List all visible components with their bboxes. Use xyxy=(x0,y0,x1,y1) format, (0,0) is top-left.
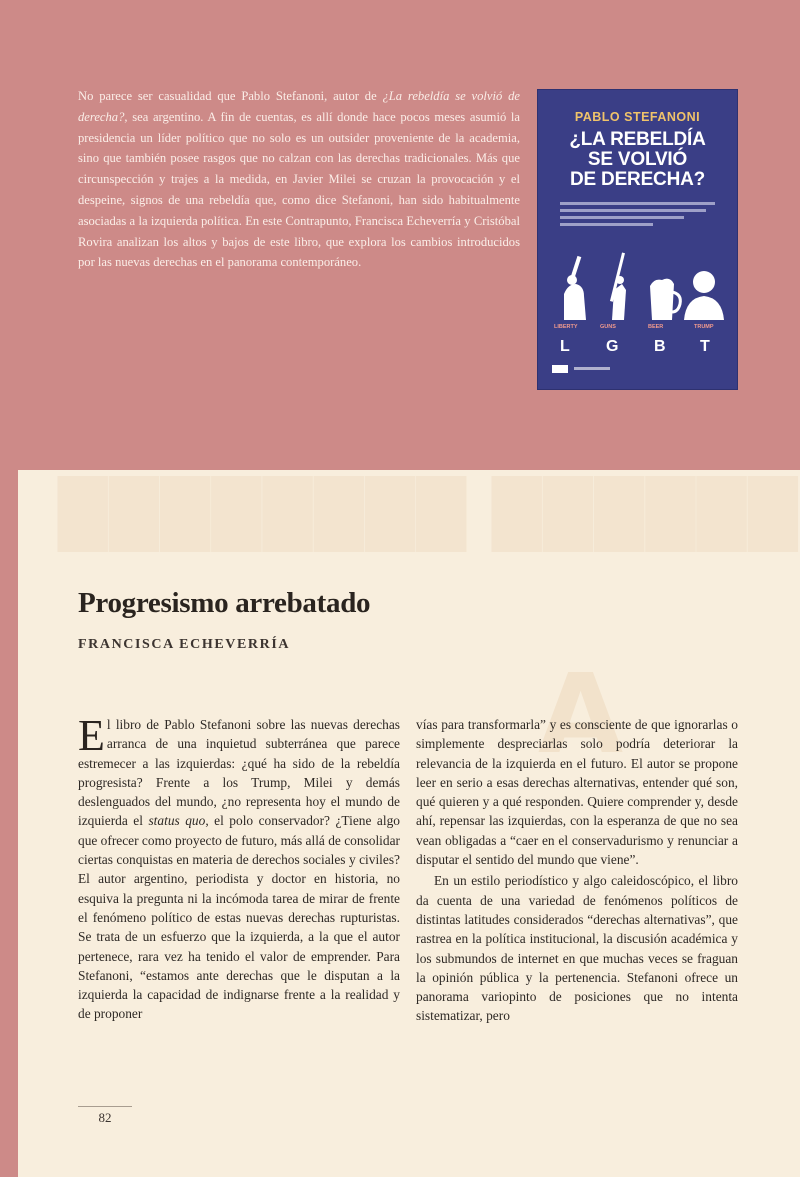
article-column-left xyxy=(78,711,400,1024)
liberty-statue-icon xyxy=(564,256,586,320)
article-paragraph: vías para transformarla” y es consciente de que ignorarlas o simplemente despreciarlas solo podría deteriorar la relevancia de la izquierda en el futuro. El autor se propone leer en serio a esas derechas alternativas, entender qué son, qué quieren y a qué responden. Quiere comprender y, desde ahí, repensar las izquierdas, con la esperanza de que no sea vean obligadas a “caer en el conservadurismo y renunciar a disputar el sentido del mundo que viene”. xyxy=(416,717,738,868)
book-cover-letter: L xyxy=(560,338,570,355)
book-cover-title-line: DE DERECHA? xyxy=(569,169,706,190)
portrait-bust-icon xyxy=(684,271,724,320)
intro-book-reference: ¿La rebeldía se volvió de derecha? xyxy=(78,89,520,124)
article-title: Progresismo arrebatado xyxy=(78,587,371,619)
book-cover-letter: G xyxy=(606,338,619,355)
beer-mug-icon xyxy=(650,279,680,320)
book-cover-letter: T xyxy=(700,338,710,355)
italic-term: status quo xyxy=(148,813,206,829)
paragraph-text: , el polo conservador? ¿Tiene algo que ofrecer como proyecto de futuro, más allá de consolidar ciertas conquistas en materia de derechos sociales y civiles? El autor argentino, periodista y doctor en historia, no esquiva la pregunta ni la incómoda tarea de mirar de frente el fenómeno político de estas nuevas derechas rupturistas. Se trata de un esfuerzo que la izquierda, a la que el autor pertenece, rara vez ha tenido el valor de emprender. Para Stefanoni, “estamos ante derechas que le disputan a la izquierda la capacidad de indignarse frente a la realidad y de proponer xyxy=(78,813,400,1022)
background-watermark: ████████ ██████ xyxy=(58,478,800,552)
drop-cap: E xyxy=(78,711,105,760)
book-cover-author: PABLO STEFANONI xyxy=(574,110,701,124)
book-cover-letter: B xyxy=(654,338,666,355)
book-cover xyxy=(538,90,737,389)
page-number: 82 xyxy=(78,1106,132,1126)
paragraph-text: l libro de Pablo Stefanoni sobre las nuevas derechas arranca de una inquietud subterránea que parece estremecer a las izquierdas: ¿qué ha sido de la rebeldía progresista? Frente a los Trump, Milei y demás deslenguados del mundo, ¿no representa hoy el mundo de izquierda el xyxy=(78,717,400,829)
publisher-logo xyxy=(552,365,622,375)
article-author: FRANCISCA ECHEVERRÍA xyxy=(78,637,291,652)
article-paragraph: En un estilo periodístico y algo caleidoscópico, el libro da cuenta de una variedad de fenómenos políticos de distintas latitudes considerados “derechas alternativas”, que rastrea en la política institucional, la discusión académica y los submundos de internet en que muchas veces se fraguan la opinión pública y la pertenencia. Stefanoni ofrece un panorama variopinto de posiciones que no intenta sistematizar, pero xyxy=(416,873,738,1024)
intro-paragraph xyxy=(78,86,520,273)
book-cover-illustration xyxy=(550,250,725,320)
article-panel xyxy=(18,470,800,1177)
article-paragraph xyxy=(78,711,400,1024)
book-cover-tags: LIBERTY GUNS BEER TRUMP xyxy=(554,324,714,330)
article-column-right xyxy=(416,715,738,1026)
intro-text-start: No parece ser casualidad que Pablo Stefanoni, autor de xyxy=(78,89,383,103)
rifle-figure-icon xyxy=(610,253,626,320)
intro-text-end: , sea argentino. A fin de cuentas, es allí donde hace pocos meses asumió la presidencia un líder político que no solo es un outsider proveniente de la academia, sino que también posee rasgos que no calzan con las derechas tradicionales. Más que circunspección y trajes a la medida, en Javier Milei se cruzan la provocación y el despeine, signos de una rebeldía que, como dice Stefanoni, han sido habitualmente asociadas a la izquierda política. En este Contrapunto, Francisca Echeverría y Cristóbal Rovira analizan los altos y bajos de este libro, que explora los cambios introducidos por las nuevas derechas en el panorama contemporáneo. xyxy=(78,109,520,270)
book-cover-letters xyxy=(548,338,727,358)
background-watermark-letter: A xyxy=(538,650,624,778)
book-cover-title xyxy=(538,130,737,190)
book-cover-title-line: ¿LA REBELDÍA xyxy=(569,129,706,150)
book-cover-subtitle-lines xyxy=(560,202,715,230)
book-cover-title-line: SE VOLVIÓ xyxy=(587,149,688,170)
